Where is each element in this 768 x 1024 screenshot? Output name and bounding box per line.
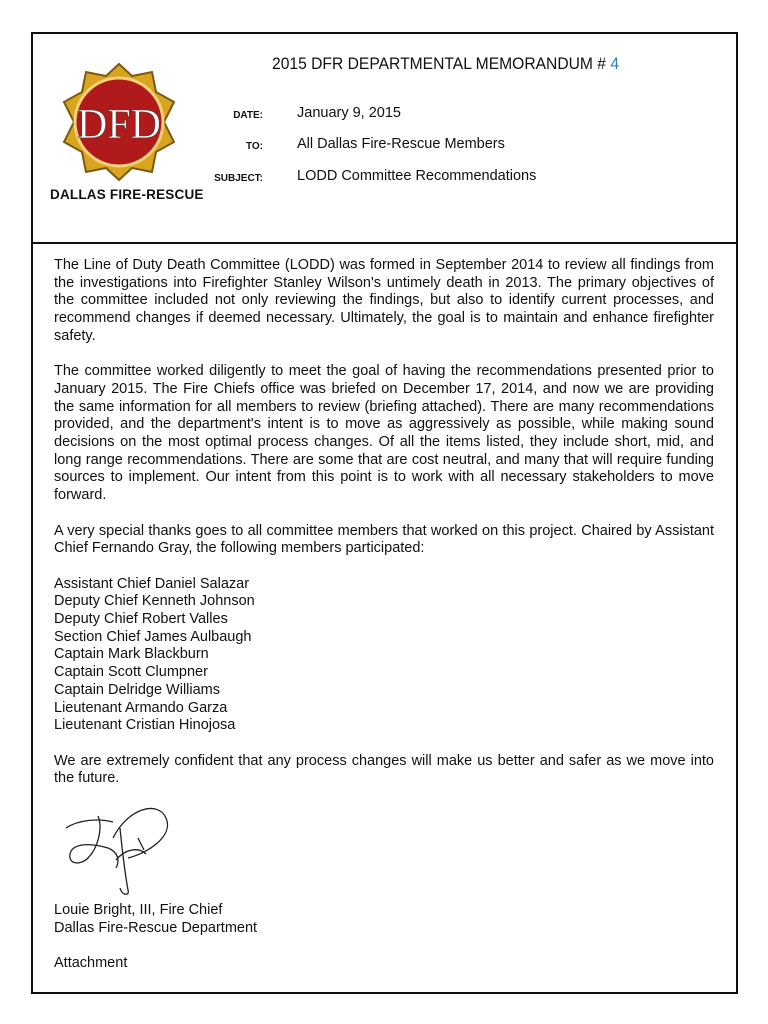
logo-monogram: DFD	[76, 102, 162, 148]
closing-paragraph: We are extremely confident that any process changes will make us better and safer as we move into the future.	[54, 752, 714, 787]
member-item: Lieutenant Cristian Hinojosa	[54, 717, 236, 734]
signer-name: Louie Bright, III, Fire Chief	[54, 902, 223, 918]
subject-label: SUBJECT:	[214, 173, 263, 184]
paragraph: The Line of Duty Death Committee (LODD) was formed in September 2014 to review all findings from the investigations into Firefighter Stanley Wilson's untimely death in 2013. The primary objectives of the committee included not only reviewing the findings, but also to identify current processes, and recommend changes if deemed necessary. Ultimately, the goal is to maintain and enhance firefighter safety.	[54, 257, 714, 344]
date-value: January 9, 2015	[297, 105, 401, 121]
dallas-fire-rescue-logo	[60, 62, 178, 182]
member-item: Deputy Chief Robert Valles	[54, 611, 228, 628]
org-name: DALLAS FIRE-RESCUE	[50, 187, 204, 202]
member-item: Assistant Chief Daniel Salazar	[54, 575, 250, 592]
signer-department: Dallas Fire-Rescue Department	[54, 919, 258, 936]
signature	[58, 798, 178, 898]
date-label: DATE:	[233, 110, 263, 121]
member-list	[54, 576, 714, 735]
to-value: All Dallas Fire-Rescue Members	[297, 136, 505, 152]
title-text: 2015 DFR DEPARTMENTAL MEMORANDUM #	[272, 54, 607, 73]
member-item: Lieutenant Armando Garza	[54, 699, 228, 716]
paragraph: A very special thanks goes to all committee members that worked on this project. Chaired by Assistant Chief Fernando Gray, the following members participated:	[54, 522, 714, 557]
attachment-note: Attachment	[54, 955, 128, 972]
member-item: Section Chief James Aulbaugh	[54, 628, 252, 645]
memo-body	[54, 257, 714, 806]
signature-block	[54, 902, 257, 973]
subject-value: LODD Committee Recommendations	[297, 168, 537, 184]
memo-title	[272, 54, 619, 74]
member-item: Captain Mark Blackburn	[54, 646, 209, 663]
member-item: Deputy Chief Kenneth Johnson	[54, 593, 255, 610]
header-divider	[31, 242, 738, 244]
paragraph: The committee worked diligently to meet the goal of having the recommendations presented prior to January 2015. The Fire Chiefs office was briefed on December 17, 2014, and now we are providing the same information for all members to review (briefing attached). There are many recommendations provided, and the department's intent is to move as aggressively as possible, while making sound decisions on the most optimal process changes. Of all the items listed, they include short, mid, and long range recommendations. There are some that are cost neutral, and many that will require funding sources to implement. Our intent from this point is to work with all necessary stakeholders to move forward.	[54, 363, 714, 504]
member-item: Captain Delridge Williams	[54, 681, 220, 698]
to-label: TO:	[245, 141, 263, 152]
memo-number: 4	[610, 54, 620, 73]
member-item: Captain Scott Clumpner	[54, 664, 208, 681]
